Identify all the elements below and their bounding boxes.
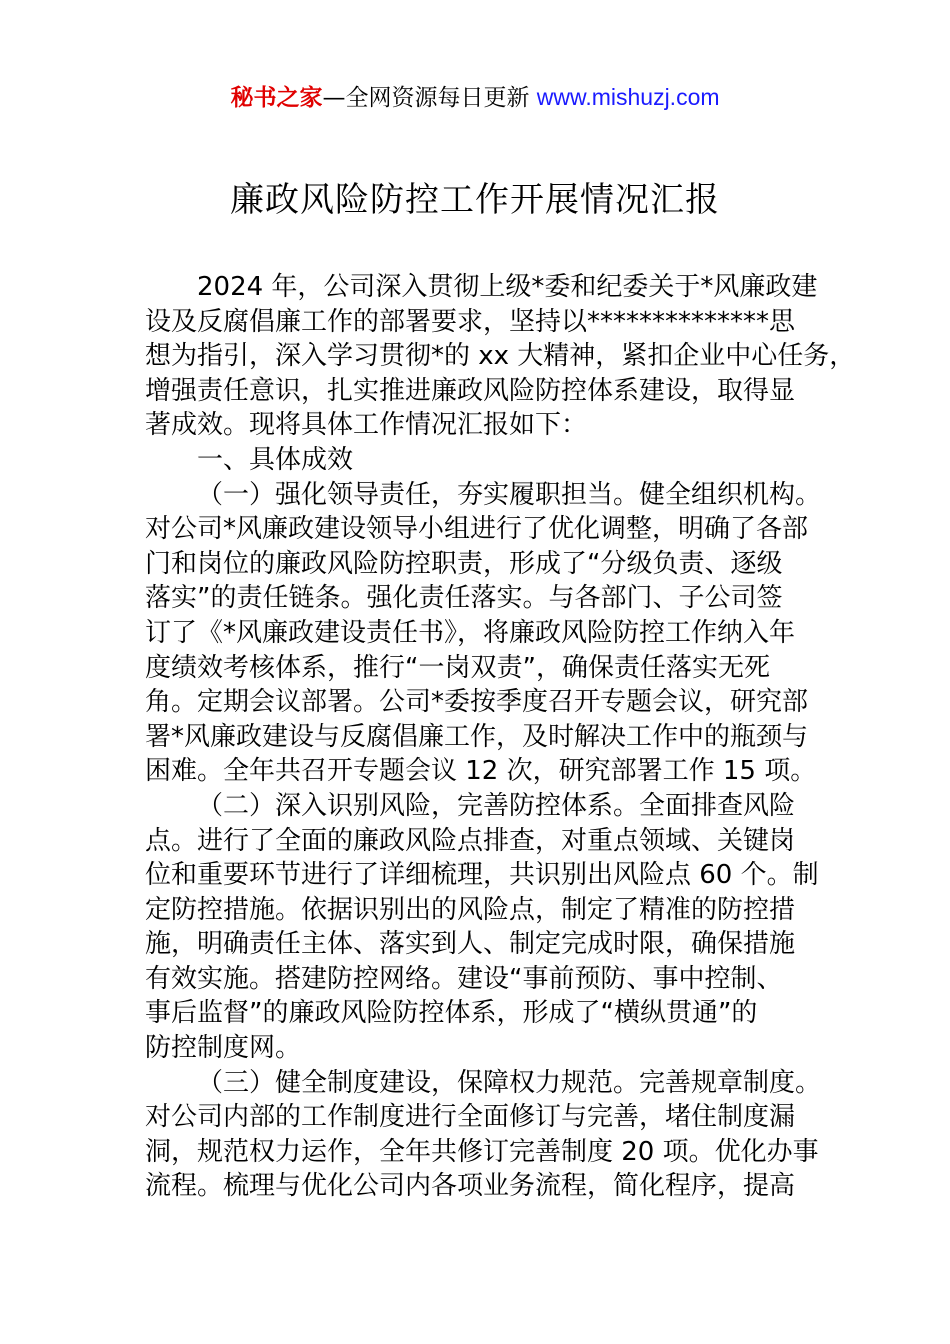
document-body <box>145 270 856 1204</box>
body-line: 订了《*风廉政建设责任书》，将廉政风险防控工作纳入年 <box>145 617 796 648</box>
body-line: （一）强化领导责任，夯实履职担当。健全组织机构。 <box>197 479 822 510</box>
body-line: 施，明确责任主体、落实到人、制定完成时限，确保措施 <box>145 929 796 960</box>
body-line: 洞，规范权力运作，全年共修订完善制度 20 项。优化办事 <box>145 1136 819 1167</box>
body-line: 对公司内部的工作制度进行全面修订与完善，堵住制度漏 <box>145 1102 796 1133</box>
body-line: 落实”的责任链条。强化责任落实。与各部门、子公司签 <box>145 583 783 614</box>
body-line: （三）健全制度建设，保障权力规范。完善规章制度。 <box>197 1067 822 1098</box>
body-line: 点。进行了全面的廉政风险点排查，对重点领域、关键岗 <box>145 825 796 856</box>
body-line: 角。定期会议部署。公司*委按季度召开专题会议，研究部 <box>145 687 809 718</box>
site-header <box>0 80 950 115</box>
body-line: 定防控措施。依据识别出的风险点，制定了精准的防控措 <box>145 894 796 925</box>
body-line: 门和岗位的廉政风险防控职责，形成了“分级负责、逐级 <box>145 548 783 579</box>
body-line: 事后监督”的廉政风险防控体系，形成了“横纵贯通”的 <box>145 998 758 1029</box>
body-line: 2024 年，公司深入贯彻上级*委和纪委关于*风廉政建 <box>197 272 818 302</box>
body-line: 增强责任意识，扎实推进廉政风险防控体系建设，取得显 <box>145 375 796 406</box>
body-line: 对公司*风廉政建设领导小组进行了优化调整，明确了各部 <box>145 514 809 545</box>
body-line: 想为指引，深入学习贯彻*的 xx 大精神，紧扣企业中心任务， <box>145 341 856 372</box>
body-line: 流程。梳理与优化公司内各项业务流程，简化程序，提高 <box>145 1171 796 1202</box>
body-line: 度绩效考核体系，推行“一岗双责”，确保责任落实无死 <box>145 652 770 683</box>
document-title: 廉政风险防控工作开展情况汇报 <box>230 180 720 220</box>
body-line: 设及反腐倡廉工作的部署要求，坚持以**************思 <box>145 306 796 337</box>
body-line: 困难。全年共召开专题会议 12 次，研究部署工作 15 项。 <box>145 756 817 787</box>
site-tagline: —全网资源每日更新 <box>322 85 537 111</box>
site-brand: 秘书之家 <box>230 85 323 111</box>
body-line: 有效实施。搭建防控网络。建设“事前预防、事中控制、 <box>145 963 783 994</box>
site-url-link[interactable]: www.mishuzj.com <box>536 84 720 110</box>
body-line: 一、具体成效 <box>197 444 354 475</box>
body-line: 位和重要环节进行了详细梳理，共识别出风险点 60 个。制 <box>145 860 819 891</box>
body-line: （二）深入识别风险，完善防控体系。全面排查风险 <box>197 790 796 821</box>
body-line: 防控制度网。 <box>145 1033 302 1064</box>
body-line: 署*风廉政建设与反腐倡廉工作，及时解决工作中的瓶颈与 <box>145 721 809 752</box>
body-line: 著成效。现将具体工作情况汇报如下： <box>145 410 588 441</box>
